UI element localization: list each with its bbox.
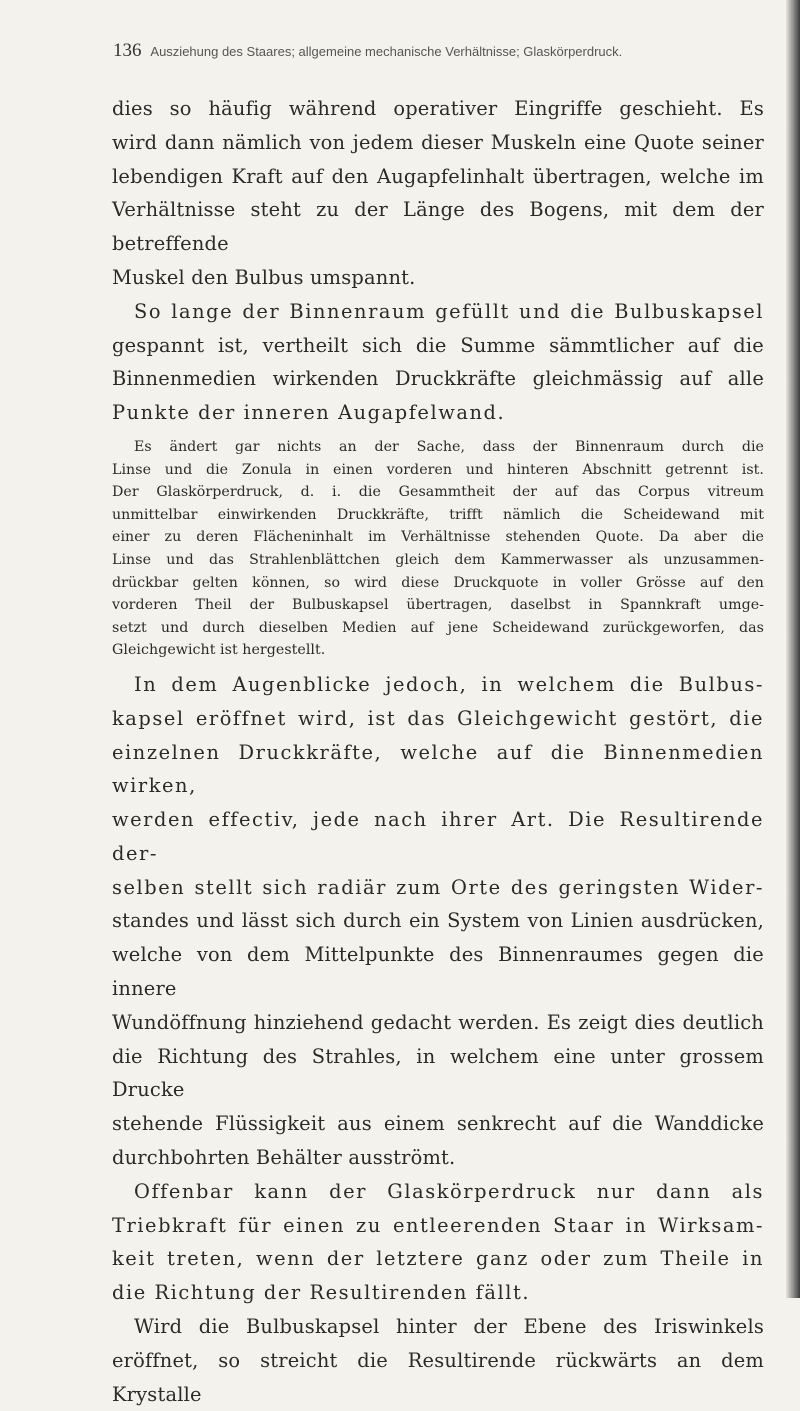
text-line: Linse und die Zonula in einen vorderen und hinteren Abschnitt getrennt ist. [112,461,764,478]
paragraph [112,1175,764,1310]
page-number: 136 [113,40,142,61]
text-line: Muskel den Bulbus umspannt. [112,265,416,289]
text-line: Triebkraft für einen zu entleerenden Staar in Wirksam- [112,1213,764,1237]
text-line: Verhältnisse steht zu der Länge des Bogens, mit dem der betreffende [112,198,764,256]
text-line: die Richtung des Strahles, in welchem eine unter grossem Drucke [112,1044,764,1102]
text-line: selben stellt sich radiär zum Orte des geringsten Wider- [112,875,764,899]
running-header [113,40,753,62]
text-line: Linse und das Strahlenblättchen gleich dem Kammerwasser als unzusammen- [112,551,764,568]
text-line: dies so häufig während operativer Eingriffe geschieht. Es [112,97,764,120]
text-line: Gleichgewicht ist hergestellt. [112,642,326,659]
text-line: eröffnet, so streicht die Resultirende rückwärts an dem Krystalle [112,1348,764,1406]
text-line: standes und lässt sich durch ein System von Linien ausdrücken, [112,909,764,933]
text-line: Binnenmedien wirkenden Druckkräfte gleichmässig auf alle [112,367,764,391]
text-line: kapsel eröffnet wird, ist das Gleichgewicht gestört, die [112,706,764,730]
text-line: unmittelbar einwirkenden Druckkräfte, trifft nämlich die Scheidewand mit [112,506,764,523]
text-line: keit treten, wenn der letztere ganz oder zum Theile in [112,1247,764,1271]
page-edge-shadow [786,0,800,1298]
text-line: vorderen Theil der Bulbuskapsel übertragen, daselbst in Spannkraft umge- [112,597,764,614]
text-line: werden effectiv, jede nach ihrer Art. Die Resultirende der- [112,808,764,865]
text-line: Der Glaskörperdruck, d. i. die Gesammtheit der auf das Corpus vitreum [112,484,764,501]
paragraph [112,295,764,430]
running-title: Ausziehung des Staares; allgemeine mechanische Verhältnisse; Glaskörperdruck. [150,44,623,59]
text-line: welche von dem Mittelpunkte des Binnenraumes gegen die innere [112,943,764,1001]
text-line: Offenbar kann der Glaskörperdruck nur dann als [134,1179,764,1203]
text-line: In dem Augenblicke jedoch, in welchem die Bulbus- [134,672,764,696]
small-print-note [112,436,764,662]
text-line: einer zu deren Flächeninhalt im Verhältnisse stehenden Quote. Da aber die [112,529,764,546]
text-line: stehende Flüssigkeit aus einem senkrecht auf die Wanddicke [112,1112,764,1136]
text-line: Wundöffnung hinziehend gedacht werden. Es zeigt dies deutlich [112,1010,764,1034]
text-line: die Richtung der Resultirenden fällt. [112,1281,531,1305]
body-text [112,92,764,1411]
text-line: lebendigen Kraft auf den Augapfelinhalt übertragen, welche im [112,164,764,188]
text-line: setzt und durch dieselben Medien auf jene Scheidewand zurückgeworfen, das [112,619,764,636]
text-line: wird dann nämlich von jedem dieser Muskeln eine Quote seiner [112,130,764,154]
text-line: drückbar gelten können, so wird diese Druckquote in voller Grösse auf den [112,574,764,591]
paragraph [112,668,764,1175]
text-line: Wird die Bulbuskapsel hinter der Ebene des Iriswinkels [134,1315,764,1339]
text-line: einzelnen Druckkräfte, welche auf die Binnenmedien wirken, [112,740,764,798]
text-line: Es ändert gar nichts an der Sache, dass der Binnenraum durch die [134,438,764,455]
paragraph [112,1310,764,1411]
text-line: So lange der Binnenraum gefüllt und die Bulbuskapsel [134,299,764,323]
text-line: durchbohrten Behälter ausströmt. [112,1146,456,1170]
text-line: gespannt ist, vertheilt sich die Summe sämmtlicher auf die [112,333,764,357]
text-line: Punkte der inneren Augapfelwand. [112,401,506,425]
paragraph [112,92,764,295]
